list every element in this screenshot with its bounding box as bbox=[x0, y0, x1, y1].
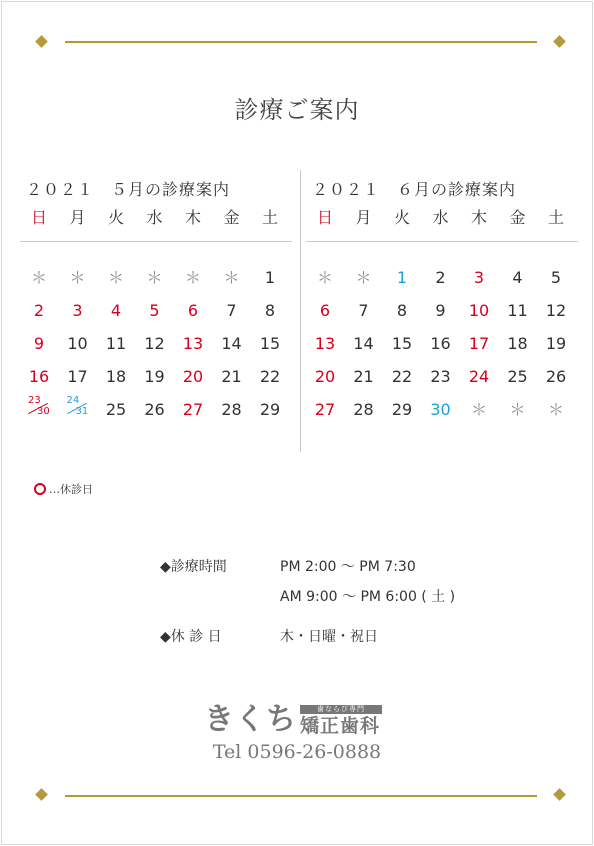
date-cell: 21 bbox=[221, 367, 242, 386]
top-rule bbox=[65, 41, 537, 43]
date-cell: 30 bbox=[430, 400, 451, 419]
split-date-second: 30 bbox=[37, 406, 50, 417]
date-cell: 6 bbox=[319, 301, 331, 320]
date-cell: 27 bbox=[314, 400, 336, 419]
empty-date-cell: ＊ bbox=[509, 400, 526, 419]
date-cell: 18 bbox=[507, 334, 528, 353]
date-cell: 14 bbox=[353, 334, 374, 353]
weekday-label: 木 bbox=[184, 208, 201, 227]
split-date-second: 31 bbox=[75, 406, 89, 417]
date-cell: 3 bbox=[72, 301, 83, 320]
date-cell: 5 bbox=[149, 301, 160, 320]
date-cell: 16 bbox=[430, 334, 451, 353]
weekday-header bbox=[306, 207, 578, 229]
logo-tagline: 歯ならび専門 bbox=[300, 705, 382, 714]
calendar-heading: ２０２１ ６月の診療案内 bbox=[312, 180, 517, 199]
date-cell: 25 bbox=[105, 400, 127, 419]
date-cell: 4 bbox=[512, 268, 523, 287]
weekday-rule bbox=[306, 241, 578, 242]
date-cell: 11 bbox=[105, 334, 127, 353]
empty-date-cell: ＊ bbox=[355, 268, 372, 287]
empty-date-cell: ＊ bbox=[316, 268, 333, 287]
split-date-first: 24 bbox=[66, 395, 80, 406]
weekday-rule bbox=[20, 241, 292, 242]
date-cell: 28 bbox=[221, 400, 242, 419]
date-cell: 15 bbox=[391, 334, 413, 353]
empty-date-cell: ＊ bbox=[69, 268, 86, 287]
date-cell: 1 bbox=[264, 268, 276, 287]
weekday-label: 金 bbox=[509, 208, 526, 227]
date-cell: 9 bbox=[435, 301, 446, 320]
date-cell: 27 bbox=[182, 400, 204, 419]
date-cell: 20 bbox=[182, 367, 204, 386]
logo-name: きくち bbox=[204, 702, 297, 737]
weekday-label: 水 bbox=[146, 208, 163, 227]
date-cell: 3 bbox=[473, 268, 485, 287]
split-date-cell bbox=[59, 395, 97, 423]
date-cell: 24 bbox=[468, 367, 490, 386]
date-cell: 13 bbox=[314, 334, 336, 353]
weekday-label: 日 bbox=[316, 208, 333, 227]
empty-date-cell: ＊ bbox=[107, 268, 124, 287]
weekday-label: 火 bbox=[393, 208, 410, 227]
date-cell: 21 bbox=[353, 367, 374, 386]
weekday-label: 水 bbox=[432, 208, 449, 227]
date-cell: 26 bbox=[545, 367, 567, 386]
empty-date-cell: ＊ bbox=[547, 400, 564, 419]
date-cell: 26 bbox=[144, 400, 165, 419]
telephone: Tel 0596-26-0888 bbox=[212, 741, 382, 763]
date-cell: 18 bbox=[105, 367, 127, 386]
date-cell: 8 bbox=[396, 301, 408, 320]
empty-date-cell: ＊ bbox=[184, 268, 201, 287]
legend bbox=[34, 481, 93, 497]
date-cell: 10 bbox=[468, 301, 490, 320]
weekday-label: 火 bbox=[107, 208, 124, 227]
date-cell: 17 bbox=[67, 367, 88, 386]
date-cell: 2 bbox=[435, 268, 446, 287]
date-cell: 19 bbox=[545, 334, 567, 353]
date-cell: 7 bbox=[226, 301, 237, 320]
date-cell: 12 bbox=[545, 301, 567, 320]
date-cell: 22 bbox=[391, 367, 413, 386]
weekday-label: 土 bbox=[261, 208, 278, 227]
date-cell: 13 bbox=[182, 334, 204, 353]
split-date-first: 23 bbox=[28, 395, 41, 406]
logo-subtitle: 矯正歯科 bbox=[300, 715, 381, 737]
date-cell: 10 bbox=[67, 334, 88, 353]
date-cell: 29 bbox=[259, 400, 281, 419]
date-cell: 11 bbox=[507, 301, 528, 320]
hours-saturday: AM 9:00 ～ PM 6:00 ( 土 ) bbox=[280, 589, 456, 605]
bottom-rule bbox=[65, 795, 537, 797]
red-circle-icon bbox=[34, 483, 46, 495]
date-cell: 29 bbox=[391, 400, 413, 419]
weekday-label: 月 bbox=[69, 208, 86, 227]
date-cell: 20 bbox=[314, 367, 336, 386]
date-cell: 17 bbox=[468, 334, 490, 353]
hours-label: ◆診療時間 bbox=[160, 559, 227, 575]
date-cell: 28 bbox=[353, 400, 374, 419]
date-cell: 15 bbox=[259, 334, 281, 353]
date-cell: 12 bbox=[144, 334, 165, 353]
clinic-logo bbox=[204, 703, 384, 739]
empty-date-cell: ＊ bbox=[223, 268, 240, 287]
empty-date-cell: ＊ bbox=[146, 268, 163, 287]
date-cell: 8 bbox=[264, 301, 276, 320]
weekday-header bbox=[20, 207, 292, 229]
date-cell: 14 bbox=[221, 334, 242, 353]
date-cell: 25 bbox=[507, 367, 528, 386]
calendar-divider bbox=[300, 170, 301, 452]
empty-date-cell: ＊ bbox=[30, 268, 47, 287]
weekday-label: 日 bbox=[30, 208, 47, 227]
date-cell: 6 bbox=[187, 301, 199, 320]
date-cell: 22 bbox=[259, 367, 281, 386]
split-date-cell bbox=[20, 395, 58, 423]
empty-date-cell: ＊ bbox=[470, 400, 487, 419]
date-cell: 16 bbox=[28, 367, 50, 386]
date-cell: 2 bbox=[33, 301, 45, 320]
weekday-label: 土 bbox=[547, 208, 564, 227]
weekday-label: 月 bbox=[355, 208, 372, 227]
date-cell: 5 bbox=[550, 268, 562, 287]
date-cell: 9 bbox=[33, 334, 45, 353]
calendar-heading: ２０２１ ５月の診療案内 bbox=[26, 180, 231, 199]
weekday-label: 金 bbox=[223, 208, 240, 227]
closed-days: 木・日曜・祝日 bbox=[280, 629, 378, 645]
date-cell: 23 bbox=[430, 367, 451, 386]
date-cell: 4 bbox=[110, 301, 122, 320]
legend-label: …休診日 bbox=[49, 483, 93, 496]
date-cell: 7 bbox=[358, 301, 369, 320]
date-cell: 1 bbox=[396, 268, 408, 287]
closed-label: ◆休 診 日 bbox=[160, 629, 222, 645]
hours-weekday: PM 2:00 ～ PM 7:30 bbox=[280, 559, 416, 575]
weekday-label: 木 bbox=[470, 208, 487, 227]
page-title: 診療ご案内 bbox=[234, 96, 360, 124]
date-cell: 19 bbox=[144, 367, 165, 386]
